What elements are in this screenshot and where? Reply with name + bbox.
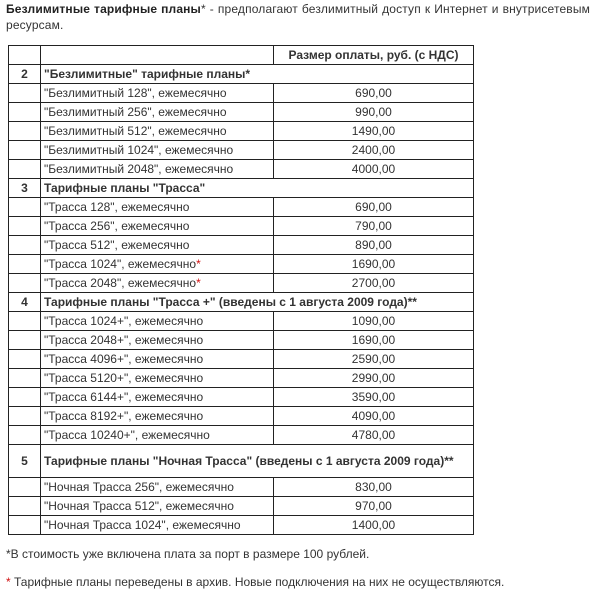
group-title: "Безлимитные" тарифные планы bbox=[44, 67, 246, 81]
tariff-name-cell bbox=[41, 312, 274, 331]
tariff-name: "Трасса 2048", ежемесячно bbox=[44, 276, 197, 290]
tariff-price: 2700,00 bbox=[274, 274, 474, 293]
tariff-name-cell bbox=[41, 478, 274, 497]
tariff-price: 690,00 bbox=[274, 84, 474, 103]
row-num-cell bbox=[9, 160, 41, 179]
intro-star: * bbox=[200, 2, 206, 16]
header-name-cell bbox=[41, 46, 274, 65]
group-title-cell bbox=[41, 445, 474, 478]
tariff-name: "Безлимитный 512", ежемесячно bbox=[44, 124, 227, 138]
tariff-name-cell bbox=[41, 122, 274, 141]
table-row bbox=[9, 160, 474, 179]
group-title-suffix: ** bbox=[444, 454, 454, 468]
tariff-name-cell bbox=[41, 217, 274, 236]
tariff-name-cell bbox=[41, 84, 274, 103]
group-number: 5 bbox=[9, 445, 41, 478]
archive-mark: * bbox=[196, 276, 201, 290]
table-row bbox=[9, 407, 474, 426]
tariff-name-cell bbox=[41, 103, 274, 122]
tariff-name-cell bbox=[41, 141, 274, 160]
table-row bbox=[9, 236, 474, 255]
row-num-cell bbox=[9, 255, 41, 274]
table-row bbox=[9, 350, 474, 369]
tariff-name-cell bbox=[41, 497, 274, 516]
tariff-price: 1690,00 bbox=[274, 255, 474, 274]
tariff-name: "Трасса 128", ежемесячно bbox=[44, 200, 190, 214]
archive-star: * bbox=[6, 575, 11, 589]
table-row bbox=[9, 331, 474, 350]
tariff-name: "Ночная Трасса 1024", ежемесячно bbox=[44, 518, 241, 532]
tariff-price: 4780,00 bbox=[274, 426, 474, 445]
tariff-price: 1490,00 bbox=[274, 122, 474, 141]
row-num-cell bbox=[9, 426, 41, 445]
footnote-vat: *В стоимость уже включена плата за порт в размере 100 рублей. bbox=[6, 547, 370, 561]
intro-text: - предполагают безлимитный доступ к Интернет и внутрисетевым ресурсам. bbox=[6, 2, 590, 32]
tariff-price: 690,00 bbox=[274, 198, 474, 217]
tariff-name: "Трасса 4096+", ежемесячно bbox=[44, 352, 204, 366]
group-title-cell bbox=[41, 65, 474, 84]
row-num-cell bbox=[9, 141, 41, 160]
archive-note-text: Тарифные планы переведены в архив. Новые подключения на них не осуществляются. bbox=[10, 575, 505, 589]
row-num-cell bbox=[9, 369, 41, 388]
group-number: 4 bbox=[9, 293, 41, 312]
row-num-cell bbox=[9, 217, 41, 236]
tariff-price: 890,00 bbox=[274, 236, 474, 255]
tariff-name-cell bbox=[41, 369, 274, 388]
row-num-cell bbox=[9, 516, 41, 535]
tariff-name: "Трасса 10240+", ежемесячно bbox=[44, 428, 210, 442]
group-title: Тарифные планы "Трасса +" (введены с 1 августа 2009 года) bbox=[44, 295, 408, 309]
tariff-price: 2990,00 bbox=[274, 369, 474, 388]
row-num-cell bbox=[9, 236, 41, 255]
row-num-cell bbox=[9, 84, 41, 103]
table-header-row bbox=[9, 46, 474, 65]
tariff-name-cell bbox=[41, 388, 274, 407]
intro-paragraph bbox=[6, 1, 590, 33]
row-num-cell bbox=[9, 103, 41, 122]
group-number: 3 bbox=[9, 179, 41, 198]
group-header-row bbox=[9, 179, 474, 198]
tariff-table-body bbox=[9, 46, 474, 535]
tariff-name: "Трасса 256", ежемесячно bbox=[44, 219, 190, 233]
tariff-name: "Безлимитный 1024", ежемесячно bbox=[44, 143, 234, 157]
tariff-name: "Трасса 8192+", ежемесячно bbox=[44, 409, 204, 423]
table-row bbox=[9, 103, 474, 122]
table-row bbox=[9, 122, 474, 141]
row-num-cell bbox=[9, 312, 41, 331]
intro-title: Безлимитные тарифные планы bbox=[6, 2, 201, 16]
tariff-name-cell bbox=[41, 516, 274, 535]
group-title-cell bbox=[41, 179, 474, 198]
tariff-price: 4000,00 bbox=[274, 160, 474, 179]
header-price-cell: Размер оплаты, руб. (с НДС) bbox=[274, 46, 474, 65]
tariff-price: 990,00 bbox=[274, 103, 474, 122]
tariff-name: "Ночная Трасса 256", ежемесячно bbox=[44, 480, 234, 494]
table-row bbox=[9, 478, 474, 497]
tariff-name-cell bbox=[41, 198, 274, 217]
group-title-suffix: * bbox=[245, 67, 251, 81]
row-num-cell bbox=[9, 497, 41, 516]
table-row bbox=[9, 84, 474, 103]
table-row bbox=[9, 274, 474, 293]
tariff-name: "Безлимитный 128", ежемесячно bbox=[44, 86, 227, 100]
group-number: 2 bbox=[9, 65, 41, 84]
header-num-cell bbox=[9, 46, 41, 65]
row-num-cell bbox=[9, 331, 41, 350]
tariff-name-cell bbox=[41, 426, 274, 445]
tariff-name: "Трасса 6144+", ежемесячно bbox=[44, 390, 204, 404]
row-num-cell bbox=[9, 388, 41, 407]
tariff-table bbox=[8, 45, 474, 535]
tariff-name: "Трасса 512", ежемесячно bbox=[44, 238, 190, 252]
tariff-name-cell bbox=[41, 407, 274, 426]
group-title-suffix: ** bbox=[407, 295, 417, 309]
tariff-name-cell bbox=[41, 331, 274, 350]
tariff-price: 4090,00 bbox=[274, 407, 474, 426]
tariff-price: 1690,00 bbox=[274, 331, 474, 350]
tariff-price: 970,00 bbox=[274, 497, 474, 516]
tariff-price: 2590,00 bbox=[274, 350, 474, 369]
table-row bbox=[9, 198, 474, 217]
row-num-cell bbox=[9, 478, 41, 497]
tariff-price: 1090,00 bbox=[274, 312, 474, 331]
tariff-name: "Трасса 2048+", ежемесячно bbox=[44, 333, 204, 347]
tariff-price: 2400,00 bbox=[274, 141, 474, 160]
table-row bbox=[9, 426, 474, 445]
group-title: Тарифные планы "Ночная Трасса" (введены с 1 августа 2009 года) bbox=[44, 454, 445, 468]
tariff-name: "Ночная Трасса 512", ежемесячно bbox=[44, 499, 234, 513]
tariff-name: "Безлимитный 2048", ежемесячно bbox=[44, 162, 234, 176]
tariff-price: 790,00 bbox=[274, 217, 474, 236]
tariff-price: 830,00 bbox=[274, 478, 474, 497]
row-num-cell bbox=[9, 407, 41, 426]
footnote-archive bbox=[6, 574, 504, 590]
group-header-row bbox=[9, 293, 474, 312]
tariff-name: "Трасса 1024+", ежемесячно bbox=[44, 314, 204, 328]
row-num-cell bbox=[9, 122, 41, 141]
archive-mark: * bbox=[196, 257, 201, 271]
table-row bbox=[9, 369, 474, 388]
tariff-name-cell bbox=[41, 350, 274, 369]
group-header-row bbox=[9, 445, 474, 478]
table-row bbox=[9, 388, 474, 407]
tariff-name-cell bbox=[41, 255, 274, 274]
tariff-name: "Трасса 1024", ежемесячно bbox=[44, 257, 197, 271]
table-row bbox=[9, 255, 474, 274]
row-num-cell bbox=[9, 198, 41, 217]
table-row bbox=[9, 141, 474, 160]
tariff-price: 3590,00 bbox=[274, 388, 474, 407]
tariff-name-cell bbox=[41, 274, 274, 293]
tariff-name: "Трасса 5120+", ежемесячно bbox=[44, 371, 204, 385]
table-row bbox=[9, 497, 474, 516]
tariff-name-cell bbox=[41, 160, 274, 179]
table-row bbox=[9, 312, 474, 331]
group-header-row bbox=[9, 65, 474, 84]
group-title-cell bbox=[41, 293, 474, 312]
tariff-price: 1400,00 bbox=[274, 516, 474, 535]
table-row bbox=[9, 217, 474, 236]
table-row bbox=[9, 516, 474, 535]
row-num-cell bbox=[9, 350, 41, 369]
tariff-name-cell bbox=[41, 236, 274, 255]
tariff-name: "Безлимитный 256", ежемесячно bbox=[44, 105, 227, 119]
group-title: Тарифные планы "Трасса" bbox=[44, 181, 206, 195]
row-num-cell bbox=[9, 274, 41, 293]
